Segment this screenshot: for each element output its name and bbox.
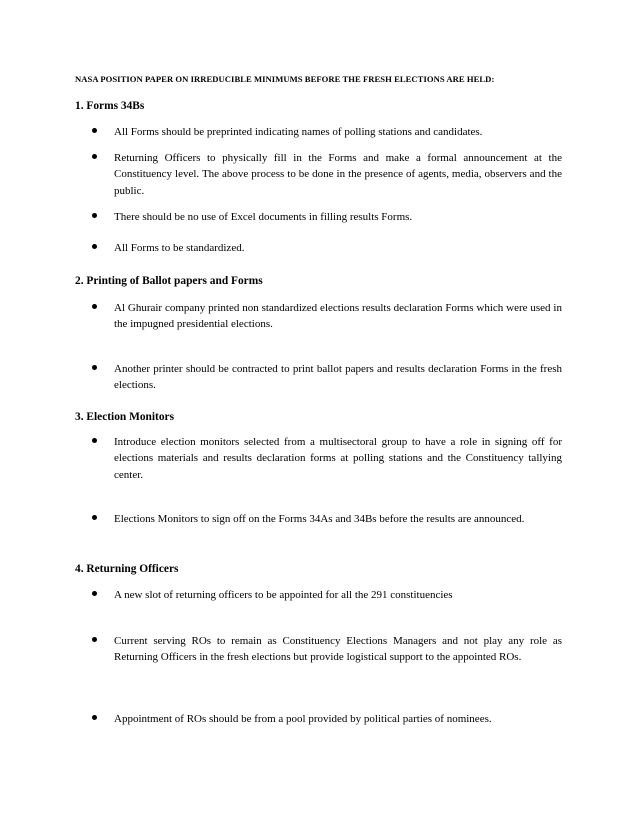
list-item-text: Another printer should be contracted to print ballot papers and results declaration Forms in the fresh elections. bbox=[114, 363, 562, 392]
list-item bbox=[92, 361, 562, 394]
list-item-text: Appointment of ROs should be from a pool provided by political parties of nominees. bbox=[114, 713, 492, 725]
list-item bbox=[92, 240, 562, 256]
bullet-icon bbox=[92, 438, 97, 443]
list-item bbox=[92, 124, 562, 140]
list-item-text: Al Ghurair company printed non standardized elections results declaration Forms which were used in the impugned presidential elections. bbox=[114, 302, 562, 331]
list-item-text: Introduce election monitors selected from a multisectoral group to have a role in signing off for elections materials and results declaration forms at polling stations and the Constituency tallying center. bbox=[114, 436, 562, 481]
document-title: NASA POSITION PAPER ON IRREDUCIBLE MINIMUMS BEFORE THE FRESH ELECTIONS ARE HELD: bbox=[75, 74, 495, 84]
bullet-icon bbox=[92, 154, 97, 159]
bullet-icon bbox=[92, 128, 97, 133]
bullet-icon bbox=[92, 244, 97, 249]
list-item bbox=[92, 300, 562, 333]
list-item bbox=[92, 209, 562, 225]
list-item-text: There should be no use of Excel documents in filling results Forms. bbox=[114, 211, 413, 223]
bullet-icon bbox=[92, 637, 97, 642]
section-heading-printing: 2. Printing of Ballot papers and Forms bbox=[75, 275, 263, 287]
list-item-text: Current serving ROs to remain as Constituency Elections Managers and not play any role as Returning Officers in the fresh elections but provide logistical support to the appointed ROs. bbox=[114, 635, 562, 664]
list-item bbox=[92, 511, 562, 527]
bullet-icon bbox=[92, 515, 97, 520]
list-item-text: All Forms should be preprinted indicating names of polling stations and candidates. bbox=[114, 126, 483, 138]
section-heading-election-monitors: 3. Election Monitors bbox=[75, 411, 175, 423]
list-item bbox=[92, 711, 562, 727]
list-item-text: All Forms to be standardized. bbox=[114, 242, 245, 254]
section-heading-forms-34bs: 1. Forms 34Bs bbox=[75, 100, 145, 112]
bullet-icon bbox=[92, 213, 97, 218]
list-item-text: Returning Officers to physically fill in the Forms and make a formal announcement at the Constituency level. The above process to be done in the presence of agents, media, observers and the public. bbox=[114, 152, 562, 197]
bullet-icon bbox=[92, 591, 97, 596]
list-item-text: A new slot of returning officers to be appointed for all the 291 constituencies bbox=[114, 589, 453, 601]
list-item bbox=[92, 434, 562, 483]
bullet-icon bbox=[92, 304, 97, 309]
list-item bbox=[92, 633, 562, 666]
bullet-icon bbox=[92, 715, 97, 720]
list-item bbox=[92, 150, 562, 199]
bullet-icon bbox=[92, 365, 97, 370]
list-item bbox=[92, 587, 562, 603]
section-heading-returning-officers: 4. Returning Officers bbox=[75, 563, 179, 575]
list-item-text: Elections Monitors to sign off on the Forms 34As and 34Bs before the results are announced. bbox=[114, 513, 525, 525]
